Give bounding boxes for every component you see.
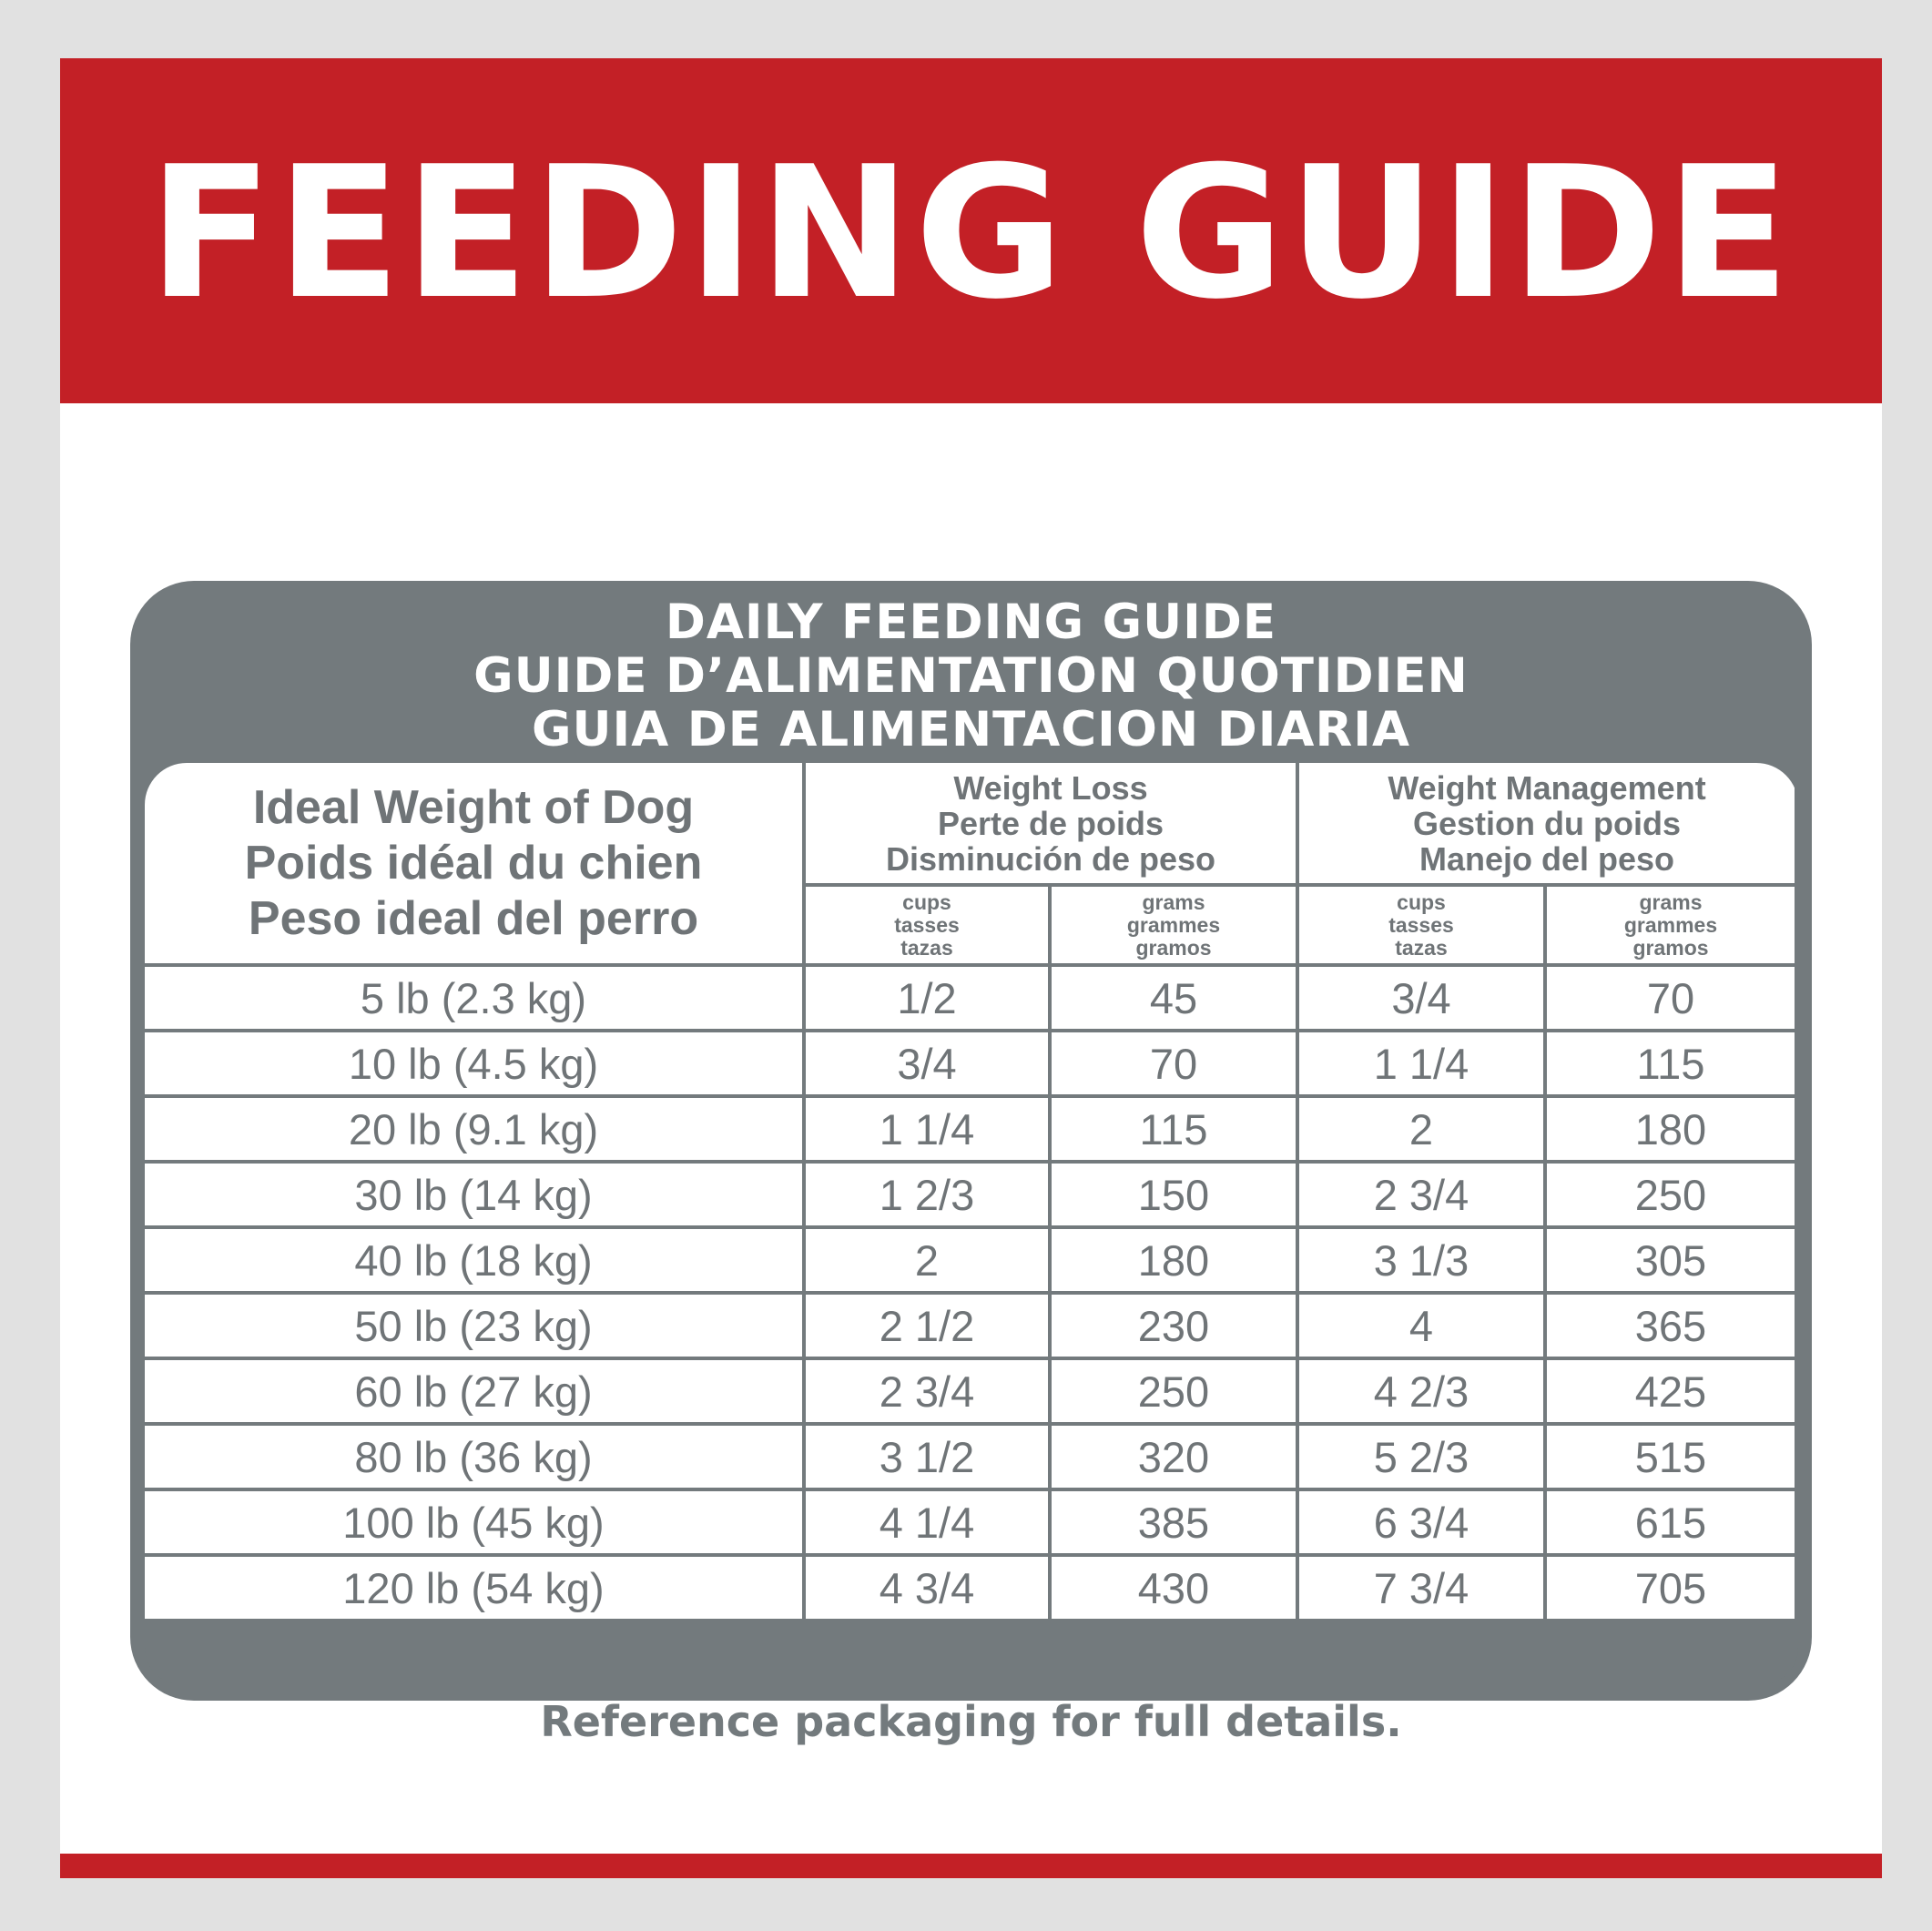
weight-cell: 40 lb (18 kg): [145, 1229, 802, 1291]
table-title-line-es: GUIA DE ALIMENTACION DIARIA: [531, 701, 1410, 757]
weight-cell: 30 lb (14 kg): [145, 1164, 802, 1225]
table-row: [145, 967, 1795, 1029]
management-cups-cell: 7 3/4: [1299, 1557, 1543, 1619]
table-title-line-en: DAILY FEEDING GUIDE: [665, 594, 1277, 650]
weight-loss-label-es: Disminución de peso: [885, 839, 1216, 878]
loss-cups-cell: 4 1/4: [806, 1491, 1048, 1553]
feeding-table-frame: [130, 581, 1812, 1701]
loss-cups-cell: 2 3/4: [806, 1360, 1048, 1422]
management-grams-header: [1547, 887, 1795, 963]
table-title-line-fr: GUIDE D’ALIMENTATION QUOTIDIEN: [473, 647, 1469, 704]
loss-cups-cell: 1 2/3: [806, 1164, 1048, 1225]
loss-grams-cell: 115: [1052, 1098, 1296, 1160]
management-cups-cell: 3/4: [1299, 967, 1543, 1029]
weight-loss-label-en: Weight Loss: [953, 768, 1148, 807]
unit-label: cups: [902, 889, 951, 914]
management-grams-cell: 115: [1547, 1032, 1795, 1094]
management-cups-cell: 1 1/4: [1299, 1032, 1543, 1094]
loss-grams-cell: 385: [1052, 1491, 1296, 1553]
weight-loss-label-fr: Perte de poids: [937, 804, 1164, 842]
unit-label: tazas: [1395, 935, 1448, 960]
loss-grams-cell: 430: [1052, 1557, 1296, 1619]
management-cups-cell: 2: [1299, 1098, 1543, 1160]
management-cups-cell: 5 2/3: [1299, 1426, 1543, 1488]
weight-cell: 100 lb (45 kg): [145, 1491, 802, 1553]
weight-cell: 5 lb (2.3 kg): [145, 967, 802, 1029]
loss-cups-cell: 2 1/2: [806, 1295, 1048, 1357]
management-cups-header: [1299, 887, 1543, 963]
management-cups-cell: 2 3/4: [1299, 1164, 1543, 1225]
table-row: [145, 1491, 1795, 1553]
management-grams-cell: 365: [1547, 1295, 1795, 1357]
management-grams-cell: 425: [1547, 1360, 1795, 1422]
loss-cups-cell: 1 1/4: [806, 1098, 1048, 1160]
loss-grams-cell: 45: [1052, 967, 1296, 1029]
footer-note: Reference packaging for full details.: [540, 1697, 1402, 1746]
weight-management-header: [1299, 763, 1795, 883]
loss-grams-cell: 70: [1052, 1032, 1296, 1094]
weight-cell: 60 lb (27 kg): [145, 1360, 802, 1422]
unit-label: grammes: [1623, 912, 1718, 937]
weight-cell: 20 lb (9.1 kg): [145, 1098, 802, 1160]
management-cups-cell: 3 1/3: [1299, 1229, 1543, 1291]
feeding-guide-card: [60, 58, 1882, 1878]
weight-management-label-es: Manejo del peso: [1418, 839, 1675, 878]
table-row: [145, 1032, 1795, 1094]
loss-cups-header: [806, 887, 1048, 963]
weight-cell: 80 lb (36 kg): [145, 1426, 802, 1488]
feeding-table: [145, 763, 1798, 1622]
table-row: [145, 1426, 1795, 1488]
weight-cell: 10 lb (4.5 kg): [145, 1032, 802, 1094]
unit-label: gramos: [1632, 935, 1709, 960]
loss-grams-cell: 180: [1052, 1229, 1296, 1291]
unit-label: grams: [1142, 889, 1205, 914]
weight-loss-header: [806, 763, 1296, 883]
loss-cups-cell: 3 1/2: [806, 1426, 1048, 1488]
weight-header-fr: Poids idéal du chien: [244, 836, 703, 889]
management-grams-cell: 70: [1547, 967, 1795, 1029]
loss-cups-cell: 4 3/4: [806, 1557, 1048, 1619]
unit-label: grammes: [1126, 912, 1221, 937]
table-row: [145, 1164, 1795, 1225]
unit-label: tasses: [894, 912, 960, 937]
management-grams-cell: 180: [1547, 1098, 1795, 1160]
loss-grams-cell: 230: [1052, 1295, 1296, 1357]
banner-title: FEEDING GUIDE: [147, 127, 1795, 340]
bottom-accent-bar: [60, 1854, 1882, 1878]
loss-grams-cell: 320: [1052, 1426, 1296, 1488]
management-grams-cell: 705: [1547, 1557, 1795, 1619]
table-row: [145, 1098, 1795, 1160]
loss-cups-cell: 1/2: [806, 967, 1048, 1029]
weight-cell: 50 lb (23 kg): [145, 1295, 802, 1357]
table-title: [130, 581, 1812, 767]
weight-management-label-fr: Gestion du poids: [1413, 804, 1681, 842]
weight-header-es: Peso ideal del perro: [248, 891, 699, 945]
management-grams-cell: 305: [1547, 1229, 1795, 1291]
weight-header-en: Ideal Weight of Dog: [252, 780, 695, 834]
loss-cups-cell: 2: [806, 1229, 1048, 1291]
title-banner: [60, 58, 1882, 403]
table-row: [145, 1360, 1795, 1422]
management-grams-cell: 515: [1547, 1426, 1795, 1488]
unit-label: cups: [1397, 889, 1446, 914]
weight-management-label-en: Weight Management: [1388, 768, 1706, 807]
loss-cups-cell: 3/4: [806, 1032, 1048, 1094]
management-cups-cell: 4: [1299, 1295, 1543, 1357]
management-cups-cell: 4 2/3: [1299, 1360, 1543, 1422]
weight-cell: 120 lb (54 kg): [145, 1557, 802, 1619]
unit-label: tasses: [1388, 912, 1454, 937]
unit-label: tazas: [900, 935, 953, 960]
management-grams-cell: 615: [1547, 1491, 1795, 1553]
loss-grams-cell: 250: [1052, 1360, 1296, 1422]
weight-column-header: [145, 763, 802, 963]
unit-label: grams: [1639, 889, 1703, 914]
table-row: [145, 1295, 1795, 1357]
feeding-table-container: [145, 763, 1798, 1684]
table-row: [145, 1229, 1795, 1291]
unit-label: gramos: [1135, 935, 1212, 960]
management-cups-cell: 6 3/4: [1299, 1491, 1543, 1553]
loss-grams-cell: 150: [1052, 1164, 1296, 1225]
management-grams-cell: 250: [1547, 1164, 1795, 1225]
loss-grams-header: [1052, 887, 1296, 963]
table-row: [145, 1557, 1795, 1619]
